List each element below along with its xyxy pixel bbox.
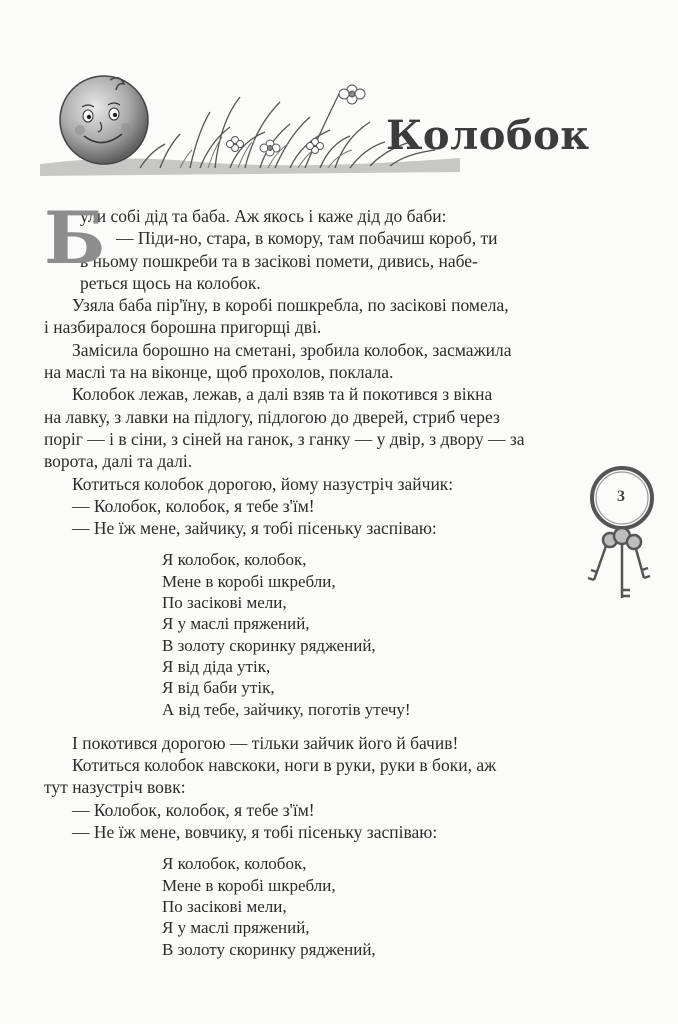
text-line: — Піди-но, стара, в комору, там побачиш короб, ти [116, 228, 498, 249]
paragraph [44, 517, 554, 539]
verse-line: В золоту скоринку ряджений, [162, 635, 376, 655]
verse-line: Мене в коробі шкребли, [162, 875, 336, 895]
paragraph [44, 732, 554, 754]
paragraph [44, 294, 554, 339]
paragraph [44, 339, 554, 384]
text-line: на лавку, з лавки на підлогу, підлогою до дверей, стриб через [44, 406, 500, 427]
paragraph [44, 383, 554, 472]
verse-line: Я у маслі пряжений, [162, 918, 310, 938]
song-verse [162, 853, 554, 959]
text-line: і назбиралося борошна пригорщі дві. [44, 317, 322, 338]
text-line: Котиться колобок навскоки, ноги в руки, руки в боки, аж [72, 755, 497, 776]
text-line: Колобок лежав, лежав, а далі взяв та й покотився з вікна [72, 384, 493, 405]
text-line: тут назустріч вовк: [44, 777, 186, 798]
text-line: Котиться колобок дорогою, йому назустріч зайчик: [72, 473, 454, 494]
text-line: — Колобок, колобок, я тебе з'їм! [72, 799, 315, 820]
text-line: — Не їж мене, зайчику, я тобі пісеньку заспіваю: [72, 518, 437, 539]
verse-line: В золоту скоринку ряджений, [162, 939, 376, 959]
paragraph-group [44, 732, 554, 843]
opening-paragraph [44, 195, 554, 294]
verse-line: Я колобок, колобок, [162, 550, 307, 570]
song-verse [162, 549, 554, 719]
verse-line: По засікові мели, [162, 896, 287, 916]
text-line: реться щось на колобок. [80, 272, 261, 293]
paragraph [44, 799, 554, 821]
text-line: Замісила борошно на сметані, зробила колобок, засмажила [72, 339, 512, 360]
paragraph [44, 495, 554, 517]
text-line: ворота, далі та далі. [44, 451, 193, 472]
keys-illustration [580, 462, 660, 612]
drop-cap: Б [44, 195, 106, 280]
verse-line: Я від діда утік, [162, 656, 271, 676]
verse-line: Я колобок, колобок, [162, 854, 307, 874]
text-line: — Колобок, колобок, я тебе з'їм! [72, 495, 315, 516]
paragraph [44, 821, 554, 843]
verse-line: А від тебе, зайчику, поготів утечу! [162, 699, 411, 719]
text-line: І покотився дорогою — тільки зайчик його й бачив! [72, 732, 459, 753]
verse-line: Мене в коробі шкребли, [162, 571, 336, 591]
verse-line: Я у маслі пряжений, [162, 614, 310, 634]
paragraph [44, 473, 554, 495]
page-number: 3 [617, 488, 625, 505]
story-text [44, 195, 554, 972]
paragraph-group [44, 294, 554, 539]
text-line: поріг — і в сіни, з сіней на ганок, з ганку — у двір, з двору — за [44, 428, 525, 449]
text-line: на маслі та на віконце, щоб прохолов, поклала. [44, 362, 394, 383]
story-title: Колобок [386, 112, 590, 159]
text-line: ули собі дід та баба. Аж якось і каже дід до баби: [80, 206, 447, 226]
text-line: в ньому пошкреби та в засікові помети, дивись, набе- [80, 250, 478, 271]
paragraph [44, 754, 554, 799]
text-line: — Не їж мене, вовчику, я тобі пісеньку заспіваю: [72, 822, 438, 843]
verse-line: По засікові мели, [162, 593, 287, 613]
text-line: Узяла баба пір'їну, в коробі пошкребла, по засікові помела, [72, 295, 509, 316]
verse-line: Я від баби утік, [162, 678, 275, 698]
